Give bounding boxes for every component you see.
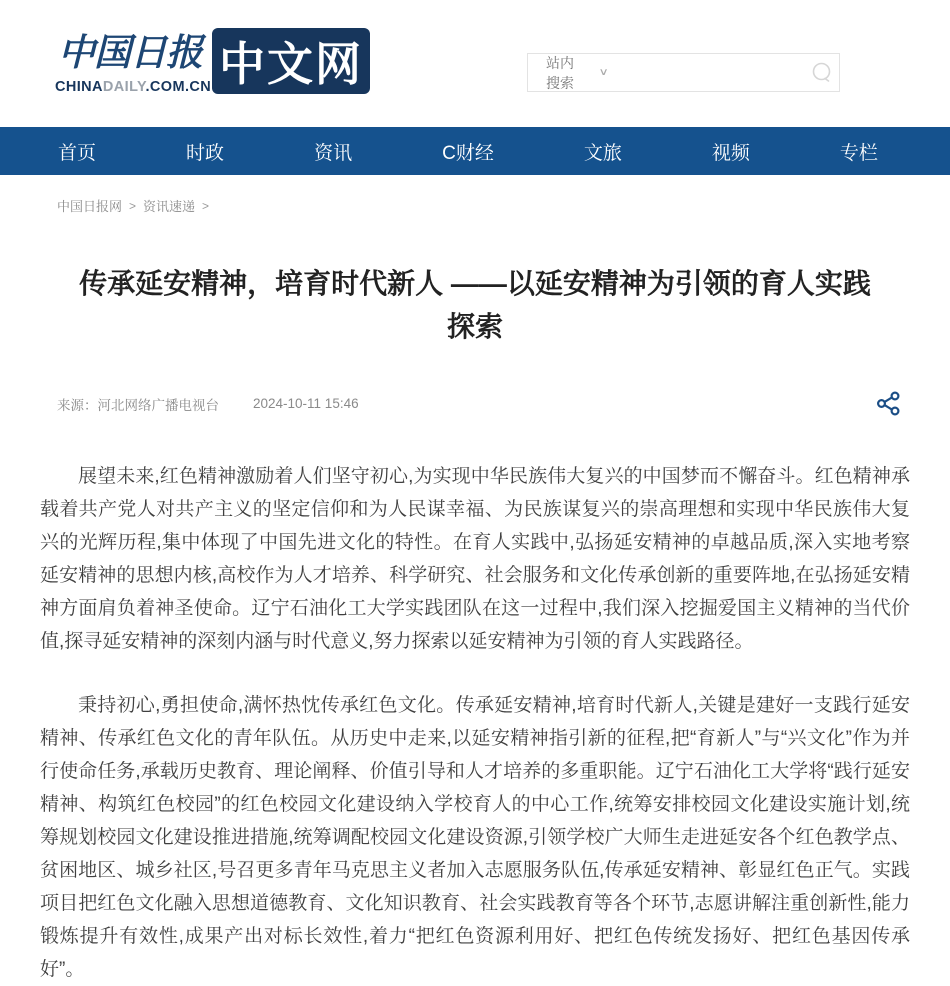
nav-item-6[interactable]: 视频 bbox=[711, 142, 750, 164]
page-title: 传承延安精神，培育时代新人 ——以延安精神为引领的育人实践探索 bbox=[79, 268, 871, 342]
search-button[interactable] bbox=[804, 54, 839, 91]
logo-en-daily: DAILY bbox=[102, 79, 146, 95]
nav-item-3[interactable]: 资讯 bbox=[314, 142, 353, 164]
search-input[interactable] bbox=[607, 54, 804, 91]
article-meta bbox=[57, 394, 359, 414]
breadcrumb-separator: > bbox=[202, 198, 210, 213]
logo-en-domain: .COM.CN bbox=[145, 79, 212, 95]
site-header bbox=[0, 0, 950, 127]
article-source: 来源：河北网络广播电视台 bbox=[57, 397, 219, 413]
logo-chinadaily bbox=[55, 28, 212, 95]
article-datetime: 2024-10-11 15:46 bbox=[253, 396, 359, 411]
share-icon bbox=[875, 390, 902, 417]
nav-item-7[interactable]: 专栏 bbox=[839, 142, 878, 164]
article-paragraph-1: 展望未来,红色精神激励着人们坚守初心,为实现中华民族伟大复兴的中国梦而不懈奋斗。红色精神承载着共产党人对共产主义的坚定信仰和为人民谋幸福、为民族谋复兴的崇高理想和实现中华民族伟大复兴的光辉历程,集中体现了中国先进文化的特性。在育人实践中,弘扬延安精神的卓越品质,深入实地考察延安精神的思想内核,高校作为人才培养、科学研究、社会服务和文化传承创新的重要阵地,在弘扬延安精神方面肩负着神圣使命。辽宁石油化工大学实践团队在这一过程中,我们深入挖掘爱国主义精神的当代价值,探寻延安精神的深刻内涵与时代意义,努力探索以延安精神为引领的育人实践路径。 bbox=[40, 466, 910, 652]
article-paragraph-2: 秉持初心,勇担使命,满怀热忱传承红色文化。传承延安精神,培育时代新人,关键是建好一支践行延安精神、传承红色文化的青年队伍。从历史中走来,以延安精神指引新的征程,把“育新人”与“兴文化”作为并行使命任务,承载历史教育、理论阐释、价值引导和人才培养的多重职能。辽宁石油化工大学将“践行延安精神、构筑红色校园”的红色校园文化建设纳入学校育人的中心工作,统筹安排校园文化建设实施计划,统筹规划校园文化建设推进措施,统筹调配校园文化建设资源,引领学校广大师生走进延安各个红色教学点、贫困地区、城乡社区,号召更多青年马克思主义者加入志愿服务队伍,传承延安精神、彰显红色正气。实践项目把红色文化融入思想道德教育、文化知识教育、社会实践教育等各个环节,志愿讲解注重创新性,能力锻炼提升有效性,成果产出对标长效性,着力“把红色资源利用好、把红色传统发扬好、把红色基因传承好”。 bbox=[40, 695, 910, 980]
site-search bbox=[527, 53, 840, 92]
chevron-down-icon: ∨ bbox=[598, 67, 609, 78]
site-logo[interactable] bbox=[55, 28, 370, 94]
share-button[interactable] bbox=[875, 390, 902, 417]
logo-english-text bbox=[55, 79, 212, 95]
logo-zhongwenwang-badge bbox=[212, 28, 370, 94]
breadcrumb bbox=[57, 196, 950, 215]
search-scope-label: 站内搜索 bbox=[546, 54, 574, 91]
main-nav bbox=[0, 127, 950, 175]
nav-item-1[interactable]: 首页 bbox=[58, 142, 97, 164]
article-meta-row bbox=[40, 390, 910, 417]
article-container bbox=[0, 262, 950, 986]
nav-item-4[interactable]: C财经 bbox=[442, 142, 494, 164]
search-icon bbox=[810, 61, 834, 85]
logo-chinese-calligraphy: 中国日报 bbox=[58, 33, 202, 74]
breadcrumb-item-2[interactable]: 资讯速递 bbox=[143, 199, 196, 214]
logo-zhongwenwang-text: 中文网 bbox=[219, 39, 363, 90]
nav-item-5[interactable]: 文旅 bbox=[583, 142, 622, 164]
search-scope-dropdown[interactable] bbox=[528, 53, 607, 93]
logo-en-china: CHINA bbox=[55, 79, 103, 95]
breadcrumb-item-1[interactable]: 中国日报网 bbox=[57, 199, 123, 214]
breadcrumb-separator: > bbox=[129, 198, 137, 213]
nav-item-2[interactable]: 时政 bbox=[186, 142, 225, 164]
article-body bbox=[40, 460, 910, 986]
